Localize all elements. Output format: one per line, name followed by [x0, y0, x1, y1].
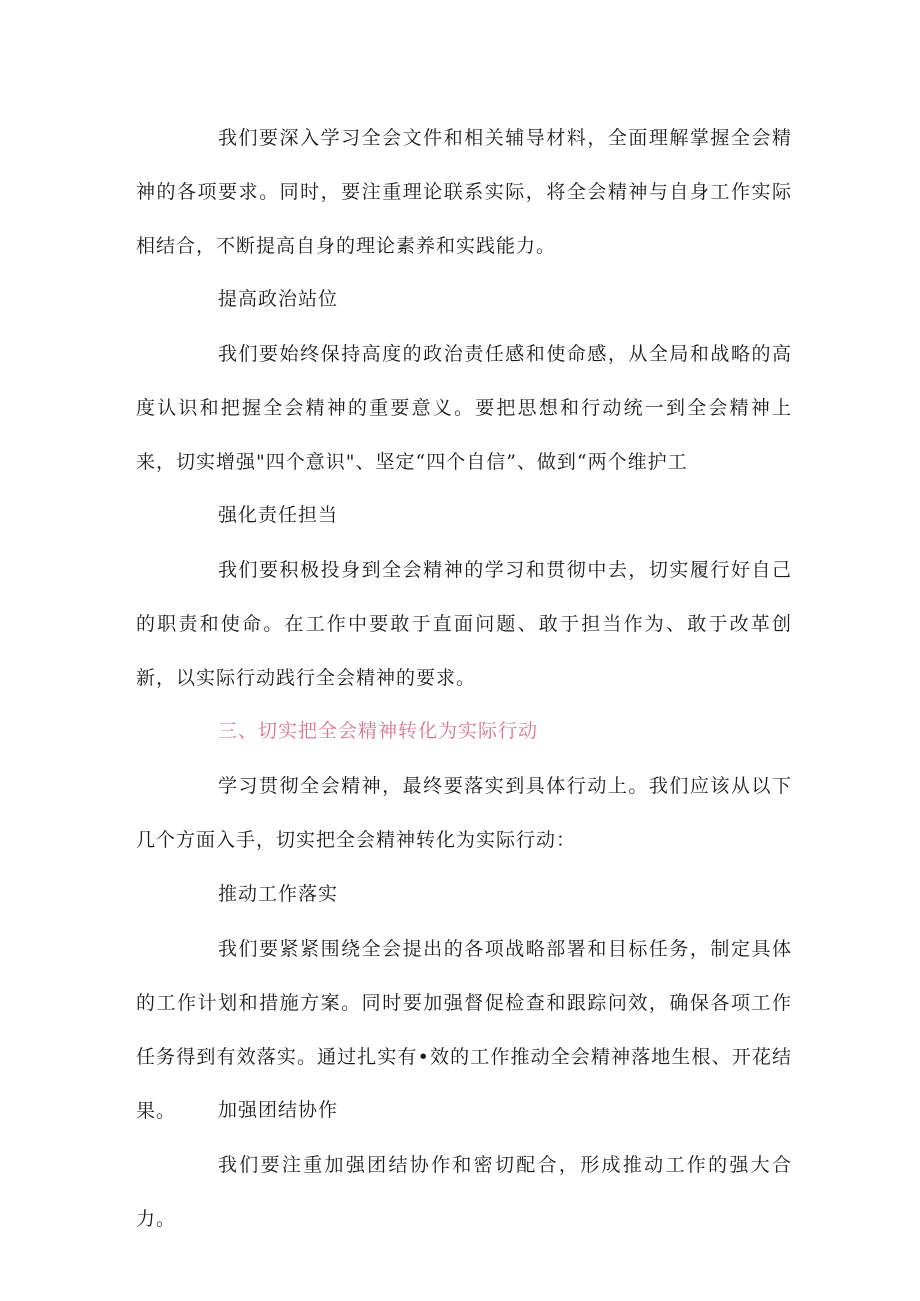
- paragraph-implement-action: 学习贯彻全会精神，最终要落实到具体行动上。我们应该从以下几个方面入手，切实把全会精神转化为实际行动：: [136, 775, 792, 851]
- paragraph-political-responsibility: 我们要始终保持高度的政治责任感和使命感，从全局和战略的高度认识和把握全会精神的重要意义。要把思想和行动统一到全会精神上来，切实增强"四个意识"、坚定“四个自信”、做到“两个维护工: [136, 343, 792, 473]
- heading-teamwork: 加强团结协作: [218, 1099, 339, 1121]
- section-title-action: 三、切实把全会精神转化为实际行动: [218, 720, 539, 742]
- heading-responsibility: 强化责任担当: [218, 504, 339, 526]
- paragraph-teamwork: 我们要注重加强团结协作和密切配合，形成推动工作的强大合力。: [136, 1154, 792, 1230]
- heading-work-implementation: 推动工作落实: [218, 883, 339, 905]
- heading-political-stance: 提高政治站位: [218, 288, 339, 310]
- paragraph-study-documents: 我们要深入学习全会文件和相关辅导材料，全面理解掌握全会精神的各项要求。同时，要注重理论联系实际，将全会精神与自身工作实际相结合，不断提高自身的理论素养和实践能力。: [136, 127, 792, 257]
- paragraph-work-plan: 我们要紧紧围绕全会提出的各项战略部署和目标任务，制定具体的工作计划和措施方案。同时要加强督促检查和跟踪问效，确保各项工作任务得到有效落实。通过扎实有•效的工作推动全会精神落地生根、开花结果。: [136, 938, 792, 1122]
- paragraph-fulfill-duties: 我们要积极投身到全会精神的学习和贯彻中去，切实履行好自己的职责和使命。在工作中要敢于直面问题、敢于担当作为、敢于改革创新，以实际行动践行全会精神的要求。: [136, 559, 792, 689]
